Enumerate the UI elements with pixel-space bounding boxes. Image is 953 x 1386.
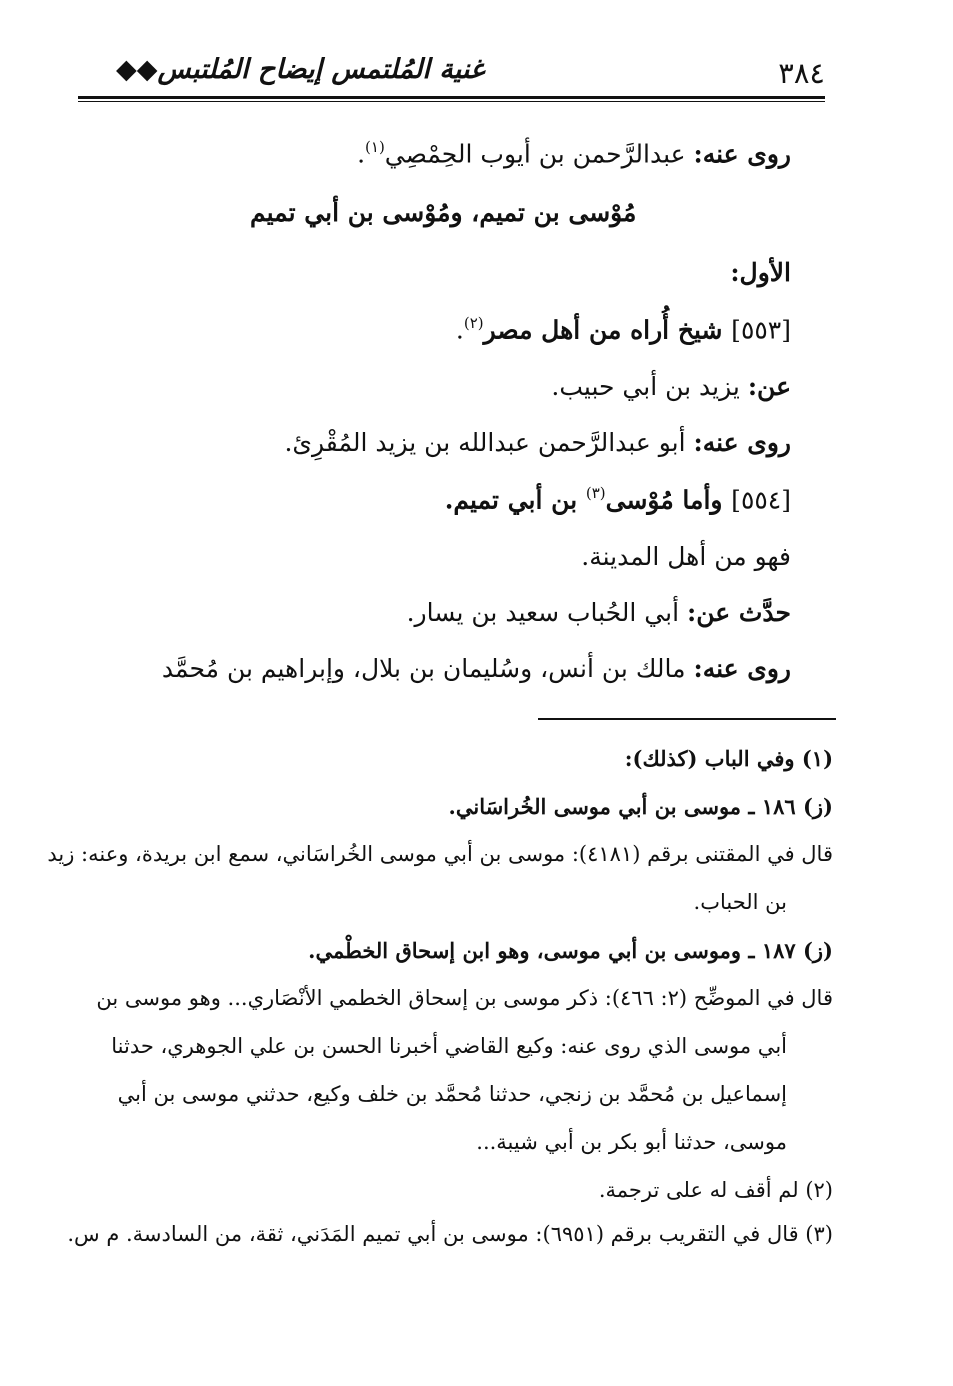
footnote-1-heading	[625, 746, 833, 771]
first-subheading	[730, 258, 791, 287]
header-rule-thin	[78, 101, 825, 102]
footnote-1-quote-line: أبي موسى الذي روى عنه: وكيع القاضي أخبرنا الحسن بن علي الجوهري، حدثنا	[111, 1034, 787, 1058]
narrators-line-3	[162, 654, 791, 683]
from-text: يزيد بن أبي حبيب.	[551, 372, 748, 401]
narrator-text: عبدالرَّحمن بن أيوب الحِمْصِي	[384, 139, 694, 169]
footnote-ref-3[interactable]: (٣)	[585, 484, 606, 502]
footnote-1-quote-line: قال في الموضِّح (٢: ٤٦٦): ذكر موسى بن إسحاق الخطمي الأنْصَاري... وهو موسى بن	[96, 986, 833, 1010]
label-haddath-an: حدَّث عن:	[687, 598, 791, 627]
haddath-line	[407, 598, 791, 627]
running-title: غنية المُلتمس إيضاح المُلتبس◆◆	[116, 54, 485, 85]
footnote-1-quote-line: قال في المقتنى برقم (٤١٨١): موسى بن أبي موسى الخُراسَاني، سمع ابن بريدة، وعنه: زيد	[47, 842, 833, 866]
narrators-line-2	[284, 428, 791, 457]
footnote-separator	[538, 718, 836, 720]
entry-553	[456, 314, 791, 345]
narrator-text: أبو عبدالرَّحمن عبدالله بن يزيد المُقْرِئ.	[284, 428, 694, 457]
entry-187-text: (ز) ١٨٧ ـ وموسى بن أبي موسى، وهو ابن إسحاق الخطْمي.	[308, 938, 833, 963]
line-end-period: .	[357, 139, 366, 169]
footnote-1-quote-line: موسى، حدثنا أبو بكر بن أبي شيبة...	[476, 1130, 787, 1154]
footnote-ref-2[interactable]: (٢)	[463, 314, 484, 332]
entry-554	[445, 484, 791, 515]
footnote-2: (٢) لم أقف له على ترجمة.	[598, 1178, 833, 1202]
haddath-text: أبي الحُباب سعيد بن يسار.	[406, 598, 687, 627]
page-number: ٣٨٤	[778, 56, 825, 90]
from-line	[551, 372, 791, 401]
footnote-1-quote-line: بن الحباب.	[693, 890, 787, 914]
footnote-3: (٣) قال في التقريب برقم (٦٩٥١): موسى بن أبي تميم المَدَني، ثقة، من السادسة. م س.	[67, 1222, 833, 1246]
label-rawa-anhu: روى عنه:	[693, 654, 791, 683]
entry-number-554: [٥٥٤]	[731, 485, 791, 515]
footnote-1-quote-line: إسماعيل بن مُحمَّد بن زنجي، حدثنا مُحمَّد بن خلف وكيع، حدثني موسى بن أبي	[117, 1082, 787, 1106]
entry-186-text: (ز) ١٨٦ ـ موسى بن أبي موسى الخُراسَاني.	[448, 794, 833, 819]
section-heading	[250, 198, 636, 227]
entry-title-554-part2: بن أبي تميم.	[444, 485, 586, 515]
entry-number-553: [٥٥٣]	[731, 315, 791, 345]
label-an: عن:	[747, 372, 791, 401]
entry-title-553: شيخ أُراه من أهل مصر	[483, 315, 732, 345]
footnote-1-entry-186	[449, 794, 833, 819]
label-rawa-anhu: روى عنه:	[693, 428, 791, 457]
page-header	[78, 52, 825, 92]
label-rawa-anhu: روى عنه:	[693, 139, 791, 169]
section-heading-text: مُوْسى بن تميم، ومُوْسى بن أبي تميم	[250, 198, 637, 227]
footnote-1-heading-text: (١) وفي الباب (كذلك):	[624, 746, 833, 771]
entry-title-554-part1: وأما مُوْسى	[605, 485, 732, 515]
narrators-line-1	[357, 138, 791, 169]
line-end-period: .	[455, 315, 464, 345]
narrator-text: مالك بن أنس، وسُليمان بن بلال، وإبراهيم بن مُحمَّد	[161, 654, 694, 683]
first-subheading-text: الأول:	[730, 258, 791, 287]
madina-text: فهو من أهل المدينة.	[581, 542, 791, 571]
header-rule-thick	[78, 96, 825, 99]
madina-line	[581, 542, 791, 571]
footnote-1-entry-187	[308, 938, 833, 963]
footnote-ref-1[interactable]: (١)	[365, 138, 385, 156]
